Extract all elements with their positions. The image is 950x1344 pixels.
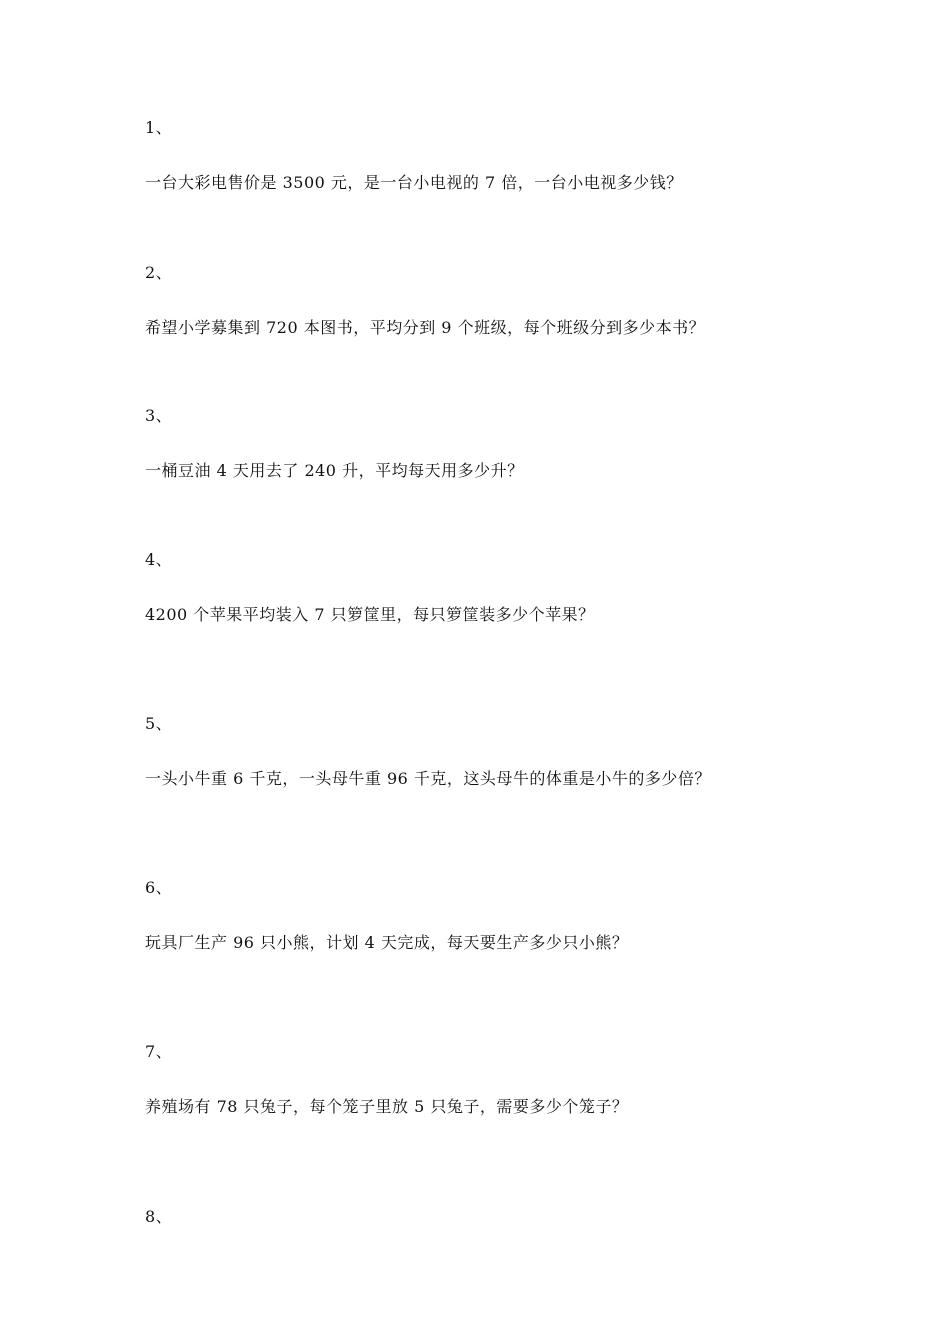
problem-2-text: 希望小学募集到 720 本图书，平均分到 9 个班级，每个班级分到多少本书？	[145, 318, 706, 337]
problem-5-text: 一头小牛重 6 千克，一头母牛重 96 千克，这头母牛的体重是小牛的多少倍？	[145, 769, 711, 788]
problem-5-number: 5、	[145, 714, 173, 733]
problem-3-number: 3、	[145, 406, 173, 425]
problem-1-text: 一台大彩电售价是 3500 元，是一台小电视的 7 倍，一台小电视多少钱？	[145, 173, 683, 192]
problem-6-number: 6、	[145, 878, 173, 897]
problem-3-text: 一桶豆油 4 天用去了 240 升，平均每天用多少升？	[145, 461, 524, 480]
problem-2-number: 2、	[145, 263, 173, 282]
problem-4-number: 4、	[145, 550, 173, 569]
problem-6-text: 玩具厂生产 96 只小熊，计划 4 天完成，每天要生产多少只小熊？	[145, 933, 629, 952]
problem-8-number: 8、	[145, 1207, 173, 1226]
problem-7-text: 养殖场有 78 只兔子，每个笼子里放 5 只兔子，需要多少个笼子？	[145, 1097, 629, 1116]
problem-1-number: 1、	[145, 118, 173, 137]
problem-7-number: 7、	[145, 1042, 173, 1061]
problem-4-text: 4200 个苹果平均装入 7 只箩筐里，每只箩筐装多少个苹果？	[145, 605, 595, 624]
